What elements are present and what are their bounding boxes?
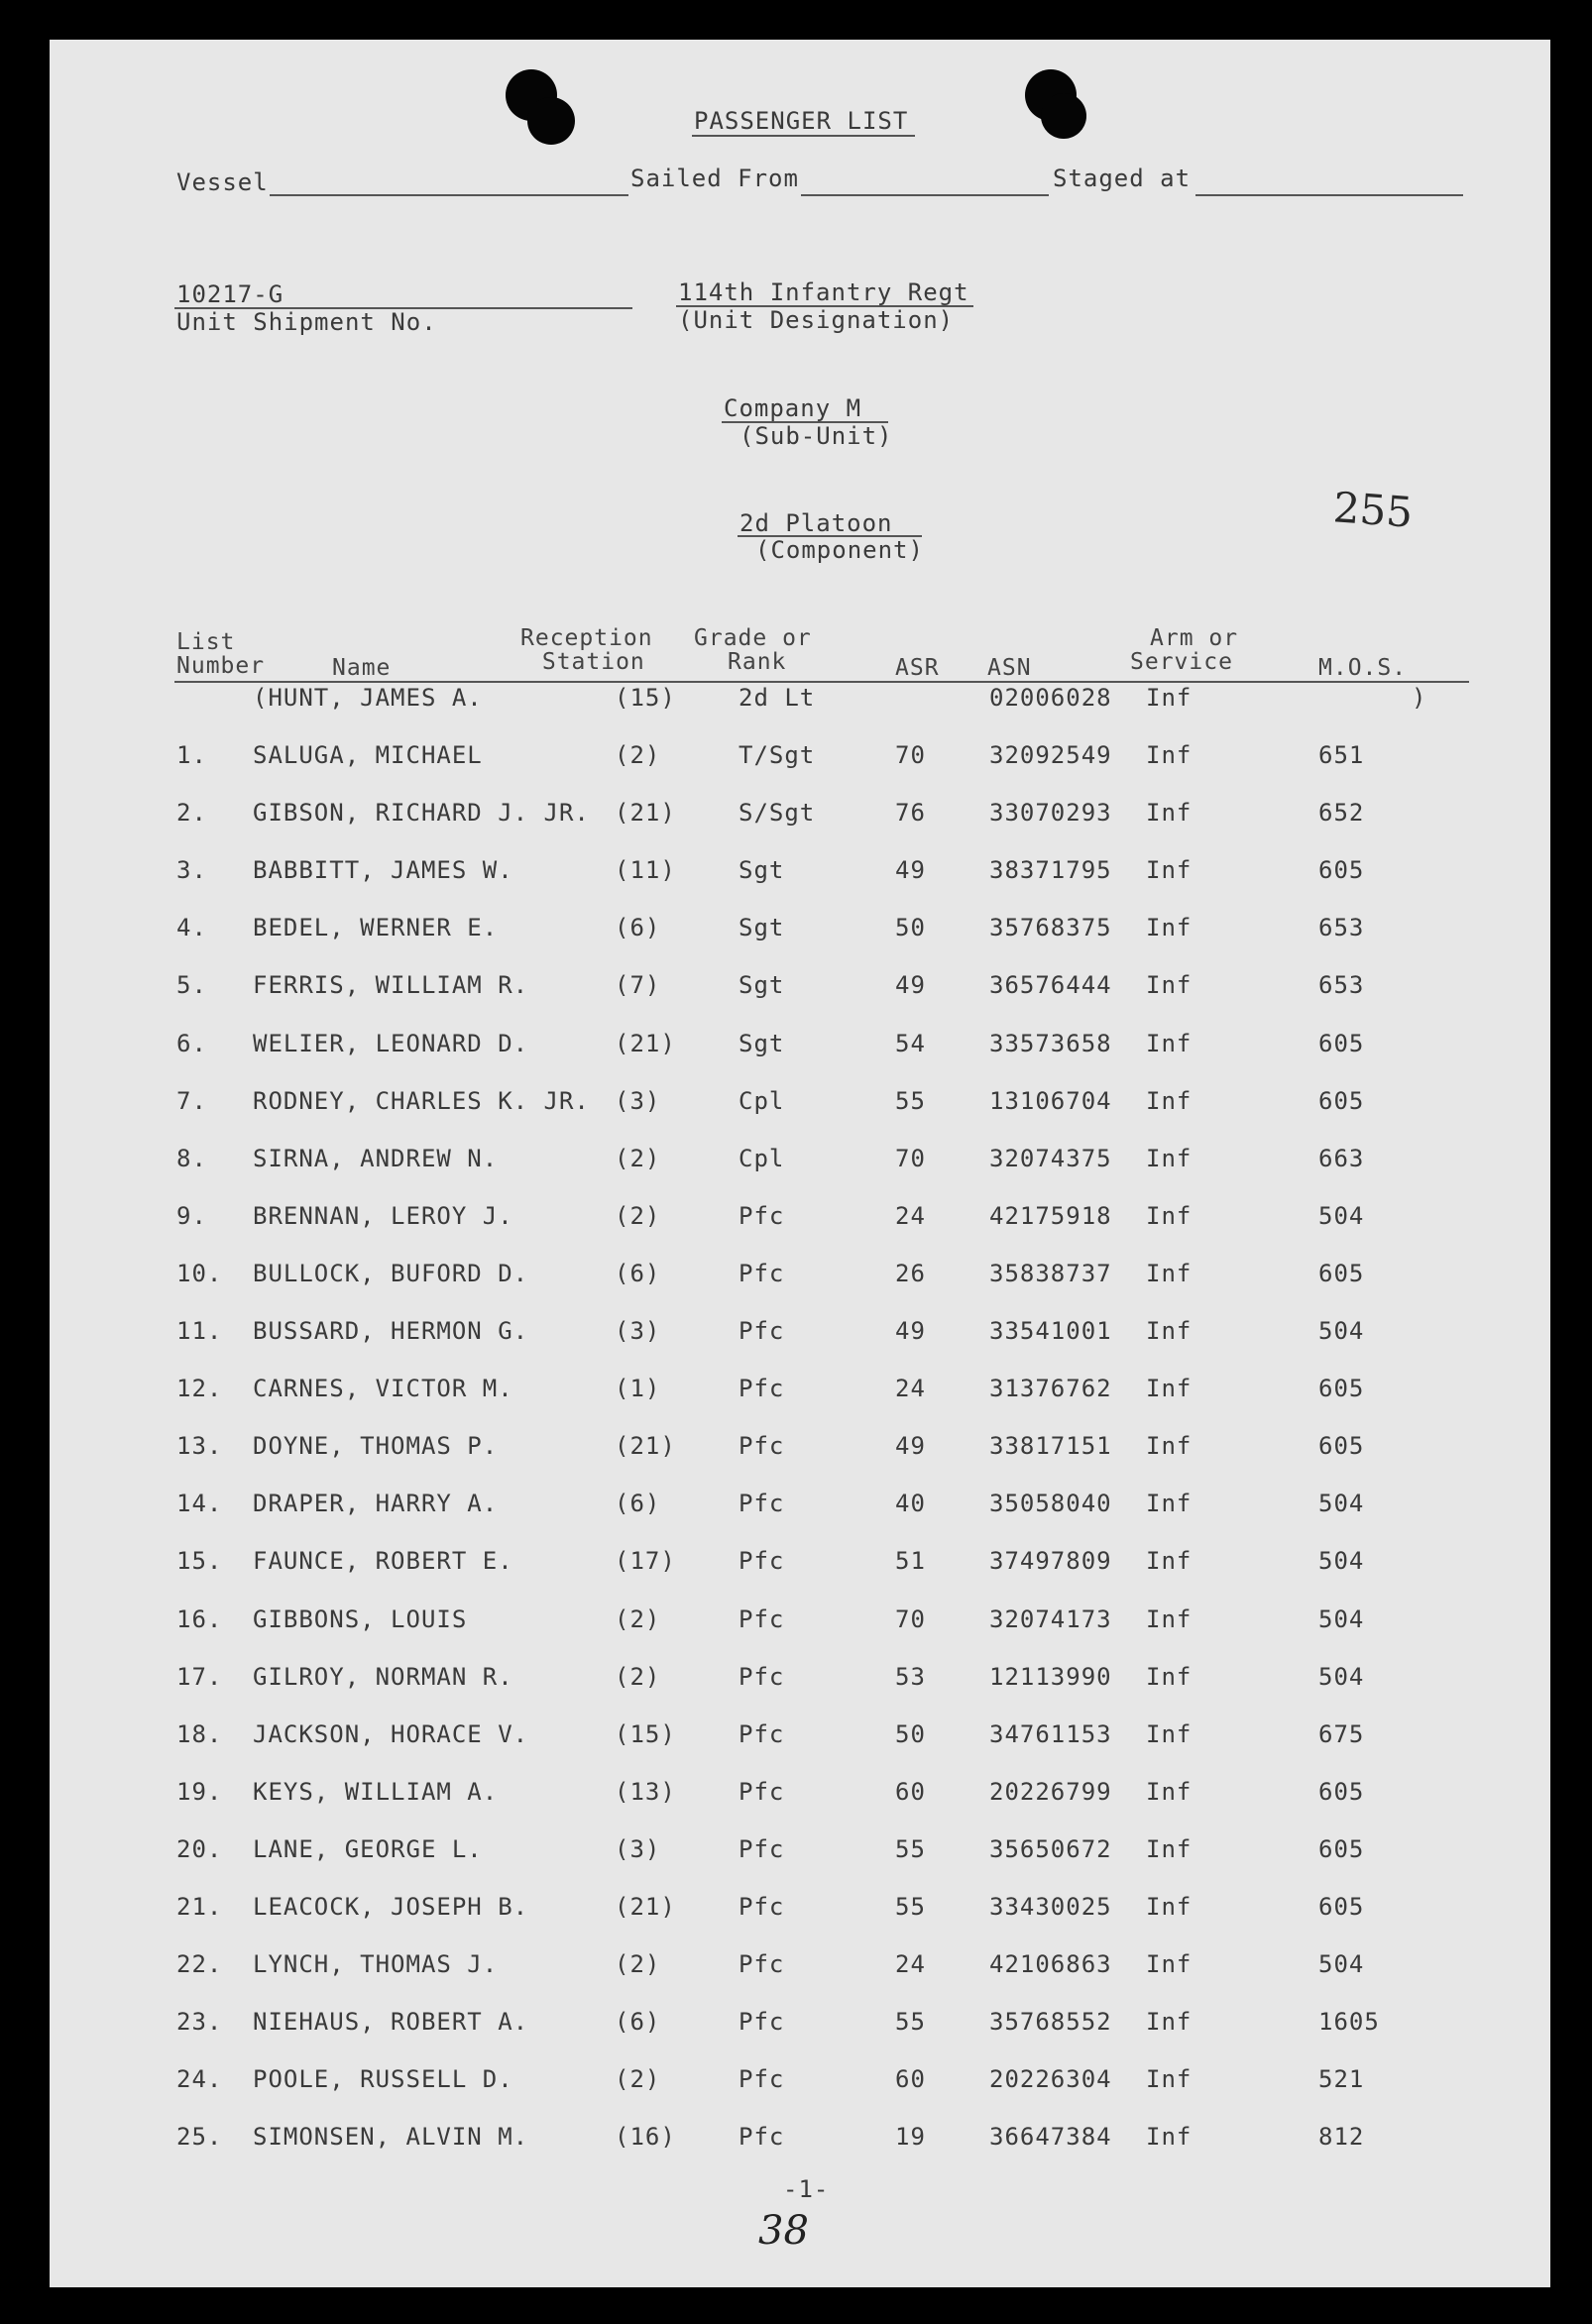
- cell-mos: 1605: [1318, 2008, 1380, 2037]
- cell-arm: Inf: [1146, 971, 1193, 1000]
- cell-asr: 76: [895, 799, 926, 828]
- cell-grade: Sgt: [739, 1029, 785, 1057]
- cell-number: 5.: [176, 971, 207, 1000]
- cell-grade: 2d Lt: [739, 684, 816, 712]
- cell-mos: 504: [1318, 1317, 1365, 1345]
- table-row: [0, 1030, 1592, 1069]
- cell-asn: 33541001: [989, 1317, 1112, 1345]
- cell-asn: 20226799: [989, 1777, 1112, 1806]
- cell-name: (HUNT, JAMES A.: [253, 684, 483, 712]
- cell-name: GILROY, NORMAN R.: [253, 1662, 513, 1691]
- header-reception-station: Reception Station: [520, 625, 653, 676]
- cell-station: (6): [615, 2008, 661, 2037]
- cell-asn: 32074375: [989, 1144, 1112, 1172]
- cell-name: BUSSARD, HERMON G.: [253, 1317, 529, 1345]
- cell-mos: 504: [1318, 1950, 1365, 1979]
- cell-name: BABBITT, JAMES W.: [253, 856, 513, 885]
- table-row: [0, 1375, 1592, 1414]
- cell-name: GIBSON, RICHARD J. JR.: [253, 799, 590, 828]
- cell-mos: 605: [1318, 1834, 1365, 1863]
- cell-name: BULLOCK, BUFORD D.: [253, 1259, 529, 1287]
- cell-number: 13.: [176, 1432, 223, 1461]
- table-row: [0, 1432, 1592, 1472]
- cell-number: 18.: [176, 1719, 223, 1748]
- cell-name: JACKSON, HORACE V.: [253, 1719, 529, 1748]
- cell-asr: 55: [895, 2008, 926, 2037]
- cell-station: (2): [615, 2065, 661, 2094]
- cell-station: (15): [615, 1719, 676, 1748]
- table-row: [0, 741, 1592, 781]
- cell-grade: Pfc: [739, 1893, 785, 1921]
- cell-station: (21): [615, 799, 676, 828]
- unit-designation: 114th Infantry Regt: [678, 278, 969, 306]
- cell-mos: 605: [1318, 1259, 1365, 1287]
- cell-number: 9.: [176, 1201, 207, 1230]
- cell-grade: S/Sgt: [739, 799, 816, 828]
- table-row: [0, 1835, 1592, 1875]
- cell-name: LYNCH, THOMAS J.: [253, 1950, 499, 1979]
- cell-station: (6): [615, 1259, 661, 1287]
- cell-number: 11.: [176, 1317, 223, 1345]
- cell-asn: 35768552: [989, 2008, 1112, 2037]
- table-row: [0, 1893, 1592, 1933]
- cell-mos: 521: [1318, 2065, 1365, 2094]
- cell-arm: Inf: [1146, 741, 1193, 769]
- component: 2d Platoon: [739, 509, 893, 537]
- cell-station: (17): [615, 1547, 676, 1576]
- cell-asr: 60: [895, 1777, 926, 1806]
- cell-arm: Inf: [1146, 1432, 1193, 1461]
- cell-asr: 53: [895, 1662, 926, 1691]
- cell-number: 8.: [176, 1144, 207, 1172]
- cell-number: 12.: [176, 1375, 223, 1403]
- table-row: [0, 1260, 1592, 1299]
- table-row: [0, 2008, 1592, 2047]
- cell-arm: Inf: [1146, 1144, 1193, 1172]
- cell-mos: 504: [1318, 1201, 1365, 1230]
- table-row: [0, 2065, 1592, 2105]
- table-row: [0, 2123, 1592, 2162]
- cell-mos: 504: [1318, 1490, 1365, 1518]
- cell-asr: 49: [895, 856, 926, 885]
- cell-number: 2.: [176, 799, 207, 828]
- officer-row: [0, 684, 1592, 723]
- cell-number: 4.: [176, 914, 207, 942]
- cell-asn: 33817151: [989, 1432, 1112, 1461]
- cell-grade: Sgt: [739, 914, 785, 942]
- cell-arm: Inf: [1146, 1950, 1193, 1979]
- cell-arm: Inf: [1146, 1086, 1193, 1115]
- cell-asr: 49: [895, 1432, 926, 1461]
- cell-name: SIMONSEN, ALVIN M.: [253, 2123, 529, 2152]
- cell-name: LEACOCK, JOSEPH B.: [253, 1893, 529, 1921]
- cell-arm: Inf: [1146, 1029, 1193, 1057]
- cell-grade: Cpl: [739, 1144, 785, 1172]
- cell-number: 16.: [176, 1605, 223, 1633]
- handwritten-note: 38: [758, 2208, 809, 2254]
- sailed-from-blank: [801, 194, 1049, 196]
- cell-mos: 504: [1318, 1662, 1365, 1691]
- cell-mos: 605: [1318, 1086, 1365, 1115]
- cell-mos: 653: [1318, 914, 1365, 942]
- cell-name: SALUGA, MICHAEL: [253, 741, 483, 769]
- table-row: [0, 1950, 1592, 1990]
- cell-arm: Inf: [1146, 856, 1193, 885]
- cell-grade: Pfc: [739, 1375, 785, 1403]
- cell-asn: 35058040: [989, 1490, 1112, 1518]
- table-row: [0, 914, 1592, 953]
- cell-arm: Inf: [1146, 1662, 1193, 1691]
- cell-number: 21.: [176, 1893, 223, 1921]
- cell-asr: 40: [895, 1490, 926, 1518]
- header-arm-service: Arm or Service: [1130, 625, 1239, 676]
- cell-grade: Pfc: [739, 1777, 785, 1806]
- page-number-stamp: 255: [1331, 483, 1415, 537]
- cell-arm: Inf: [1146, 684, 1193, 712]
- cell-asn: 36647384: [989, 2123, 1112, 2152]
- cell-close-bracket: ): [1412, 684, 1427, 712]
- cell-grade: Pfc: [739, 1950, 785, 1979]
- cell-asr: 55: [895, 1893, 926, 1921]
- cell-name: KEYS, WILLIAM A.: [253, 1777, 499, 1806]
- cell-arm: Inf: [1146, 2123, 1193, 2152]
- cell-mos: 651: [1318, 741, 1365, 769]
- header-grade-rank: Grade or Rank: [694, 625, 812, 676]
- cell-arm: Inf: [1146, 1547, 1193, 1576]
- sub-unit: Company M: [724, 394, 862, 422]
- cell-grade: Pfc: [739, 2065, 785, 2094]
- cell-arm: Inf: [1146, 1834, 1193, 1863]
- cell-arm: Inf: [1146, 914, 1193, 942]
- cell-arm: Inf: [1146, 2008, 1193, 2037]
- cell-mos: 663: [1318, 1144, 1365, 1172]
- cell-mos: 605: [1318, 1432, 1365, 1461]
- header-asn: ASN: [987, 655, 1032, 681]
- staged-at-label: Staged at: [1053, 165, 1192, 192]
- cell-station: (15): [615, 684, 676, 712]
- header-list-number: List Number: [176, 629, 266, 680]
- header-name: Name: [332, 655, 392, 681]
- cell-asr: 70: [895, 741, 926, 769]
- cell-number: 19.: [176, 1777, 223, 1806]
- cell-arm: Inf: [1146, 799, 1193, 828]
- cell-mos: 504: [1318, 1547, 1365, 1576]
- cell-asr: 55: [895, 1834, 926, 1863]
- cell-name: BRENNAN, LEROY J.: [253, 1201, 513, 1230]
- cell-arm: Inf: [1146, 1893, 1193, 1921]
- cell-number: 6.: [176, 1029, 207, 1057]
- cell-grade: Pfc: [739, 1605, 785, 1633]
- punch-hole-left-b: [527, 97, 575, 145]
- cell-name: NIEHAUS, ROBERT A.: [253, 2008, 529, 2037]
- cell-grade: Sgt: [739, 971, 785, 1000]
- cell-station: (2): [615, 741, 661, 769]
- cell-station: (21): [615, 1029, 676, 1057]
- cell-grade: Pfc: [739, 1432, 785, 1461]
- cell-asn: 33430025: [989, 1893, 1112, 1921]
- cell-number: 25.: [176, 2123, 223, 2152]
- cell-number: 22.: [176, 1950, 223, 1979]
- cell-asn: 42175918: [989, 1201, 1112, 1230]
- cell-number: 1.: [176, 741, 207, 769]
- cell-station: (3): [615, 1834, 661, 1863]
- cell-number: 20.: [176, 1834, 223, 1863]
- cell-number: 14.: [176, 1490, 223, 1518]
- cell-grade: T/Sgt: [739, 741, 816, 769]
- cell-name: FAUNCE, ROBERT E.: [253, 1547, 513, 1576]
- cell-asr: 70: [895, 1144, 926, 1172]
- table-row: [0, 1663, 1592, 1703]
- cell-arm: Inf: [1146, 1375, 1193, 1403]
- cell-number: 24.: [176, 2065, 223, 2094]
- vessel-label: Vessel: [176, 168, 269, 196]
- cell-asn: 02006028: [989, 684, 1112, 712]
- cell-name: DRAPER, HARRY A.: [253, 1490, 499, 1518]
- cell-name: SIRNA, ANDREW N.: [253, 1144, 499, 1172]
- cell-grade: Sgt: [739, 856, 785, 885]
- header-asr: ASR: [895, 655, 940, 681]
- cell-mos: 652: [1318, 799, 1365, 828]
- header-rule: [174, 681, 1469, 683]
- cell-station: (2): [615, 1144, 661, 1172]
- cell-asr: 49: [895, 971, 926, 1000]
- cell-asn: 32074173: [989, 1605, 1112, 1633]
- sub-unit-caption: (Sub-Unit): [739, 422, 893, 450]
- cell-number: 23.: [176, 2008, 223, 2037]
- cell-asr: 24: [895, 1375, 926, 1403]
- cell-station: (21): [615, 1893, 676, 1921]
- cell-mos: 605: [1318, 1029, 1365, 1057]
- table-row: [0, 799, 1592, 838]
- cell-arm: Inf: [1146, 2065, 1193, 2094]
- cell-grade: Pfc: [739, 1834, 785, 1863]
- cell-asn: 35768375: [989, 914, 1112, 942]
- table-row: [0, 1087, 1592, 1127]
- table-row: [0, 1605, 1592, 1645]
- cell-asr: 60: [895, 2065, 926, 2094]
- cell-name: POOLE, RUSSELL D.: [253, 2065, 513, 2094]
- cell-asn: 37497809: [989, 1547, 1112, 1576]
- cell-grade: Pfc: [739, 1201, 785, 1230]
- cell-grade: Pfc: [739, 1490, 785, 1518]
- cell-arm: Inf: [1146, 1259, 1193, 1287]
- cell-mos: 675: [1318, 1719, 1365, 1748]
- cell-name: WELIER, LEONARD D.: [253, 1029, 529, 1057]
- cell-asn: 12113990: [989, 1662, 1112, 1691]
- cell-name: GIBBONS, LOUIS: [253, 1605, 468, 1633]
- cell-asn: 33573658: [989, 1029, 1112, 1057]
- cell-station: (3): [615, 1317, 661, 1345]
- cell-grade: Pfc: [739, 1662, 785, 1691]
- table-row: [0, 856, 1592, 896]
- cell-name: CARNES, VICTOR M.: [253, 1375, 513, 1403]
- cell-grade: Pfc: [739, 1259, 785, 1287]
- component-caption: (Component): [755, 536, 924, 564]
- cell-name: BEDEL, WERNER E.: [253, 914, 499, 942]
- cell-number: 3.: [176, 856, 207, 885]
- cell-asn: 13106704: [989, 1086, 1112, 1115]
- cell-asn: 38371795: [989, 856, 1112, 885]
- title-underline: [692, 135, 915, 137]
- table-row: [0, 1547, 1592, 1587]
- cell-station: (2): [615, 1605, 661, 1633]
- table-row: [0, 971, 1592, 1011]
- cell-name: RODNEY, CHARLES K. JR.: [253, 1086, 590, 1115]
- cell-arm: Inf: [1146, 1719, 1193, 1748]
- cell-arm: Inf: [1146, 1490, 1193, 1518]
- cell-station: (21): [615, 1432, 676, 1461]
- cell-asn: 32092549: [989, 741, 1112, 769]
- cell-asn: 34761153: [989, 1719, 1112, 1748]
- cell-asr: 54: [895, 1029, 926, 1057]
- cell-station: (2): [615, 1662, 661, 1691]
- cell-arm: Inf: [1146, 1201, 1193, 1230]
- cell-grade: Cpl: [739, 1086, 785, 1115]
- punch-hole-right-b: [1041, 93, 1086, 139]
- cell-arm: Inf: [1146, 1777, 1193, 1806]
- cell-name: DOYNE, THOMAS P.: [253, 1432, 499, 1461]
- cell-asr: 50: [895, 914, 926, 942]
- cell-station: (11): [615, 856, 676, 885]
- cell-arm: Inf: [1146, 1605, 1193, 1633]
- cell-station: (2): [615, 1950, 661, 1979]
- cell-asr: 51: [895, 1547, 926, 1576]
- cell-station: (7): [615, 971, 661, 1000]
- cell-asn: 35838737: [989, 1259, 1112, 1287]
- vessel-blank: [270, 194, 628, 196]
- cell-mos: 504: [1318, 1605, 1365, 1633]
- cell-grade: Pfc: [739, 2123, 785, 2152]
- unit-shipment-number: 10217-G: [176, 280, 284, 308]
- cell-asn: 36576444: [989, 971, 1112, 1000]
- cell-arm: Inf: [1146, 1317, 1193, 1345]
- cell-mos: 605: [1318, 1893, 1365, 1921]
- cell-number: 15.: [176, 1547, 223, 1576]
- cell-asr: 49: [895, 1317, 926, 1345]
- cell-station: (2): [615, 1201, 661, 1230]
- cell-station: (13): [615, 1777, 676, 1806]
- cell-mos: 605: [1318, 856, 1365, 885]
- cell-number: 7.: [176, 1086, 207, 1115]
- table-row: [0, 1202, 1592, 1242]
- cell-station: (6): [615, 914, 661, 942]
- cell-mos: 812: [1318, 2123, 1365, 2152]
- cell-number: 17.: [176, 1662, 223, 1691]
- cell-station: (1): [615, 1375, 661, 1403]
- cell-name: FERRIS, WILLIAM R.: [253, 971, 529, 1000]
- cell-asr: 50: [895, 1719, 926, 1748]
- cell-grade: Pfc: [739, 2008, 785, 2037]
- cell-asr: 26: [895, 1259, 926, 1287]
- cell-grade: Pfc: [739, 1547, 785, 1576]
- cell-station: (6): [615, 1490, 661, 1518]
- cell-grade: Pfc: [739, 1719, 785, 1748]
- cell-asn: 35650672: [989, 1834, 1112, 1863]
- cell-grade: Pfc: [739, 1317, 785, 1345]
- header-mos: M.O.S.: [1318, 655, 1408, 681]
- unit-shipment-caption: Unit Shipment No.: [176, 308, 437, 336]
- table-row: [0, 1317, 1592, 1357]
- cell-number: 10.: [176, 1259, 223, 1287]
- sailed-from-label: Sailed From: [630, 165, 799, 192]
- cell-asr: 24: [895, 1950, 926, 1979]
- table-row: [0, 1490, 1592, 1529]
- cell-asr: 19: [895, 2123, 926, 2152]
- table-row: [0, 1778, 1592, 1818]
- cell-asr: 24: [895, 1201, 926, 1230]
- table-row: [0, 1145, 1592, 1184]
- document-title: PASSENGER LIST: [694, 107, 909, 135]
- cell-asn: 42106863: [989, 1950, 1112, 1979]
- cell-mos: 605: [1318, 1777, 1365, 1806]
- cell-asn: 31376762: [989, 1375, 1112, 1403]
- cell-name: LANE, GEORGE L.: [253, 1834, 483, 1863]
- cell-mos: 605: [1318, 1375, 1365, 1403]
- unit-designation-caption: (Unit Designation): [678, 306, 955, 334]
- cell-station: (16): [615, 2123, 676, 2152]
- table-row: [0, 1720, 1592, 1760]
- cell-asr: 70: [895, 1605, 926, 1633]
- cell-station: (3): [615, 1086, 661, 1115]
- cell-asn: 33070293: [989, 799, 1112, 828]
- staged-at-blank: [1195, 194, 1463, 196]
- page-footer: -1-: [783, 2175, 830, 2203]
- cell-asn: 20226304: [989, 2065, 1112, 2094]
- cell-asr: 55: [895, 1086, 926, 1115]
- cell-mos: 653: [1318, 971, 1365, 1000]
